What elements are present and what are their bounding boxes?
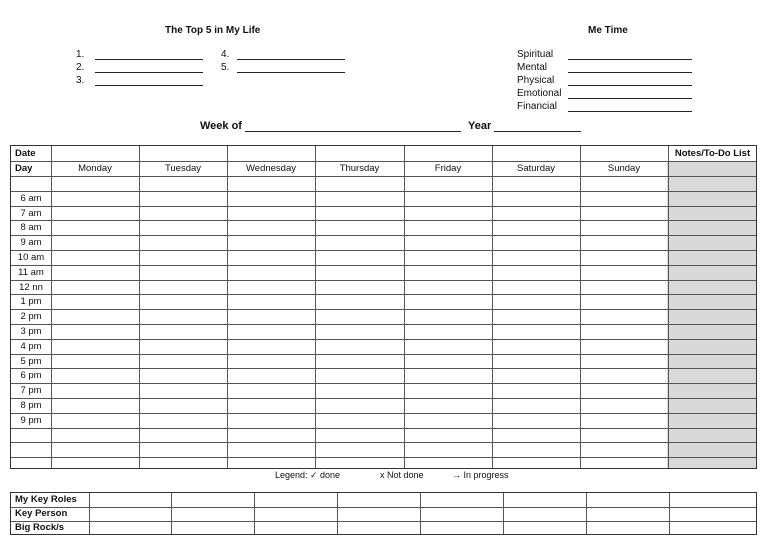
grid-row-line (11, 398, 756, 399)
key-person-label: Key Person (15, 508, 68, 519)
grid-row-line (11, 339, 756, 340)
grid-row-line (11, 383, 756, 384)
grid-row-line (11, 176, 756, 177)
week-of-line[interactable] (245, 131, 461, 132)
bottom-column-line (337, 493, 338, 534)
grid-row-line (11, 457, 756, 458)
grid-column-line (492, 146, 493, 468)
day-header-sunday: Sunday (607, 163, 641, 174)
legend-done: ✓ done (310, 470, 341, 480)
my-key-roles-label: My Key Roles (15, 494, 77, 505)
time-label: 6 pm (20, 370, 42, 382)
bottom-row-line (11, 521, 756, 522)
grid-row-line (11, 309, 756, 310)
bottom-column-line (503, 493, 504, 534)
bottom-column-line (89, 493, 90, 534)
time-label: 8 pm (20, 400, 42, 411)
legend-in-progress: → In progress (452, 470, 509, 480)
me-time-title: Me Time (588, 25, 628, 36)
day-label: Day (15, 163, 33, 174)
year-label: Year (468, 120, 492, 132)
day-header-thursday: Thursday (339, 163, 380, 174)
top5-item-4-line[interactable] (237, 59, 345, 60)
grid-row-line (11, 191, 756, 192)
top5-item-1-label: 1. (76, 49, 85, 60)
big-rocks-label: Big Rock/s (15, 522, 65, 533)
grid-column-line (315, 146, 316, 468)
year-line[interactable] (494, 131, 581, 132)
bottom-column-line (586, 493, 587, 534)
me-time-physical-label: Physical (517, 75, 555, 86)
week-of-label: Week of (200, 120, 242, 132)
me-time-physical-line[interactable] (568, 85, 692, 86)
weekly-schedule-grid (10, 145, 757, 469)
day-header-saturday: Saturday (516, 163, 556, 174)
me-time-spiritual-label: Spiritual (517, 49, 554, 60)
grid-row-line (11, 161, 756, 162)
time-label: 1 pm (20, 296, 42, 308)
day-header-tuesday: Tuesday (164, 163, 202, 174)
top5-item-5-line[interactable] (237, 72, 345, 73)
top5-item-5-label: 5. (221, 62, 230, 73)
me-time-financial-label: Financial (517, 101, 558, 112)
grid-row-line (11, 235, 756, 236)
grid-row-line (11, 280, 756, 281)
time-label: 7 pm (20, 385, 42, 397)
time-label: 8 am (20, 222, 42, 234)
time-label: 12 nn (19, 281, 43, 293)
time-label: 9 am (20, 237, 42, 249)
notes-column-shading (667, 161, 756, 468)
top5-item-1-line[interactable] (95, 59, 203, 60)
me-time-emotional-label: Emotional (517, 88, 562, 99)
time-label: 6 am (20, 192, 42, 204)
top5-item-4-label: 4. (221, 49, 230, 60)
top5-item-2-label: 2. (76, 62, 85, 73)
time-label: 3 pm (20, 326, 42, 337)
grid-row-line (11, 368, 756, 369)
grid-row-line (11, 413, 756, 414)
date-label: Date (15, 148, 36, 159)
grid-column-line (227, 146, 228, 468)
grid-column-line (580, 146, 581, 468)
me-time-spiritual-line[interactable] (568, 59, 692, 60)
grid-row-line (11, 294, 756, 295)
bottom-column-line (254, 493, 255, 534)
grid-row-line (11, 324, 756, 325)
me-time-emotional-line[interactable] (568, 98, 692, 99)
time-label: 2 pm (20, 311, 42, 323)
bottom-column-line (171, 493, 172, 534)
notes-header: Notes/To-Do List (674, 148, 751, 159)
time-label: 7 am (20, 207, 42, 219)
day-header-wednesday: Wednesday (246, 163, 296, 174)
legend-not-done: x Not done (380, 470, 424, 480)
me-time-mental-label: Mental (517, 62, 548, 73)
grid-row-line (11, 265, 756, 266)
me-time-financial-line[interactable] (568, 111, 692, 112)
legend (0, 470, 768, 484)
grid-row-line (11, 250, 756, 251)
top5-title: The Top 5 in My Life (165, 25, 261, 36)
bottom-column-line (669, 493, 670, 534)
grid-row-line (11, 354, 756, 355)
top5-item-3-label: 3. (76, 75, 85, 86)
top5-item-3-line[interactable] (95, 85, 203, 86)
grid-column-line (404, 146, 405, 468)
time-label: 10 am (17, 252, 45, 263)
key-roles-table (10, 492, 757, 535)
grid-row-line (11, 428, 756, 429)
me-time-mental-line[interactable] (568, 72, 692, 73)
grid-column-line (51, 146, 52, 468)
time-label: 4 pm (20, 340, 42, 352)
day-header-monday: Monday (78, 163, 112, 174)
grid-row-line (11, 220, 756, 221)
bottom-row-line (11, 507, 756, 508)
time-label: 5 pm (20, 355, 42, 367)
top5-item-2-line[interactable] (95, 72, 203, 73)
bottom-column-line (420, 493, 421, 534)
grid-row-line (11, 206, 756, 207)
grid-column-line (668, 146, 669, 468)
grid-row-line (11, 442, 756, 443)
time-label: 11 am (18, 266, 44, 278)
grid-column-line (139, 146, 140, 468)
day-header-friday: Friday (434, 163, 462, 174)
legend-label: Legend: (275, 470, 308, 480)
time-label: 9 pm (20, 414, 42, 426)
